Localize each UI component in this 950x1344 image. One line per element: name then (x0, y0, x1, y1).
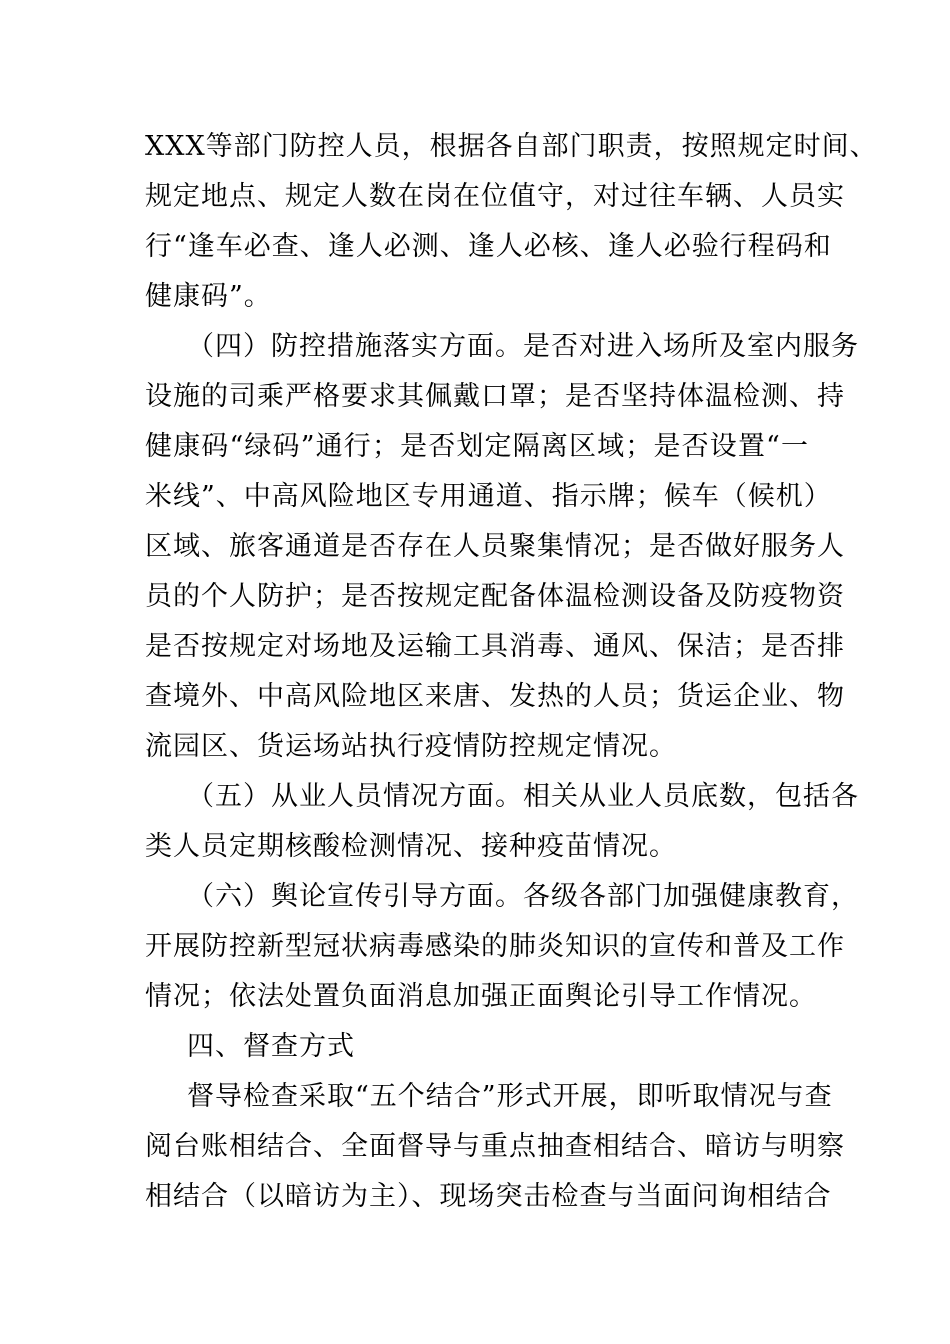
text-line: 四、督查方式 (187, 1031, 355, 1062)
text-line: （五）从业人员情况方面。相关从业人员底数，包括各 (187, 781, 859, 812)
document-body (145, 122, 878, 1222)
text-line: 相结合（以暗访为主）、现场突击检查与当面问询相结合 (145, 1181, 832, 1212)
text-line: （六）舆论宣传引导方面。各级各部门加强健康教育， (187, 881, 859, 912)
text-line: 米线”、中高风险地区专用通道、指示牌；候车（候机） (145, 481, 832, 512)
text-line: 员的个人防护；是否按规定配备体温检测设备及防疫物资 (145, 581, 845, 612)
text-line: 查境外、中高风险地区来唐、发热的人员；货运企业、物 (145, 681, 845, 712)
text-line: 行“逢车必查、逢人必测、逢人必核、逢人必验行程码和 (145, 231, 832, 262)
text-line: 健康码“绿码”通行；是否划定隔离区域；是否设置“一 (145, 431, 809, 462)
text-line: 情况；依法处置负面消息加强正面舆论引导工作情况。 (145, 981, 817, 1012)
text-line: 开展防控新型冠状病毒感染的肺炎知识的宣传和普及工作 (145, 931, 845, 962)
document-page (145, 122, 878, 1222)
text-line: 区域、旅客通道是否存在人员聚集情况；是否做好服务人 (145, 531, 845, 562)
text-line: 阅台账相结合、全面督导与重点抽查相结合、暗访与明察 (145, 1131, 845, 1162)
text-line: 健康码”。 (145, 281, 272, 312)
text-line: 流园区、货运场站执行疫情防控规定情况。 (145, 731, 677, 762)
text-line: XXX等部门防控人员，根据各自部门职责，按照规定时间、 (145, 131, 878, 162)
text-line: 是否按规定对场地及运输工具消毒、通风、保洁；是否排 (145, 631, 845, 662)
text-line: 设施的司乘严格要求其佩戴口罩；是否坚持体温检测、持 (145, 381, 845, 412)
text-line: 类人员定期核酸检测情况、接种疫苗情况。 (145, 831, 677, 862)
text-line: （四）防控措施落实方面。是否对进入场所及室内服务 (187, 331, 859, 362)
text-line: 督导检查采取“五个结合”形式开展，即听取情况与查 (187, 1081, 833, 1112)
text-line: 规定地点、规定人数在岗在位值守，对过往车辆、人员实 (145, 181, 845, 212)
